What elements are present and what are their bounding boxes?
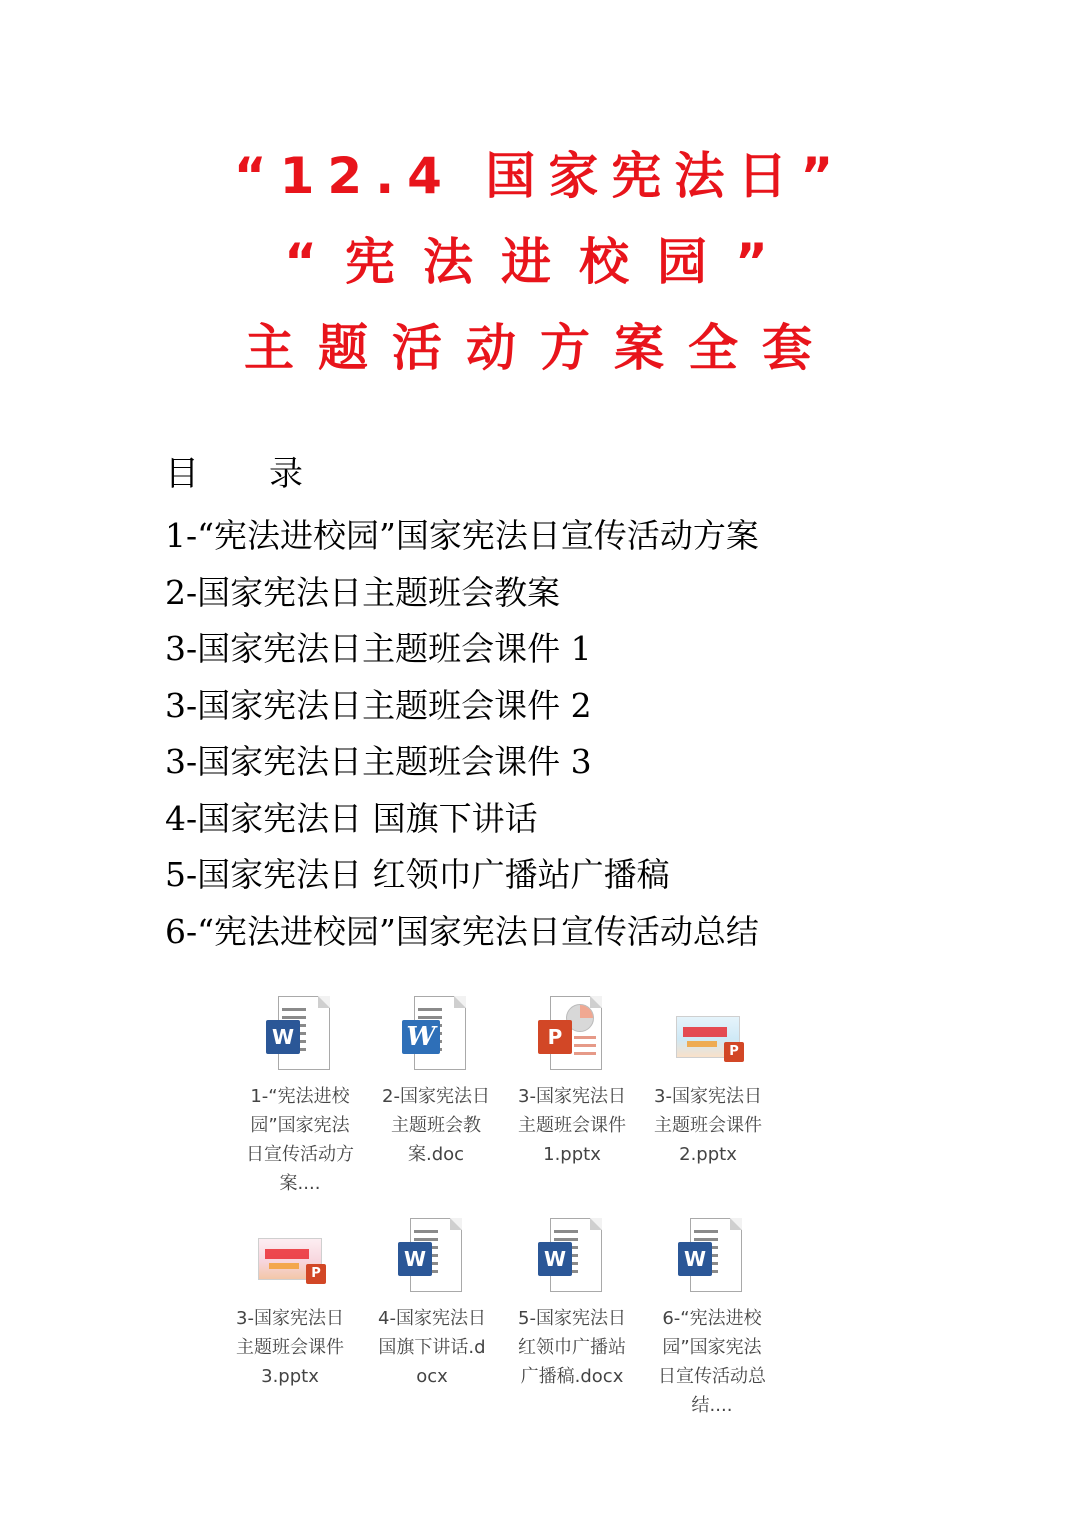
file-explorer-panel — [224, 980, 796, 1430]
word-icon: W — [392, 1212, 472, 1298]
toc-item: 5-国家宪法日 红领巾广播站广播稿 — [165, 855, 670, 894]
toc-heading — [165, 452, 303, 496]
toc-item: 3-国家宪法日主题班会课件 1 — [165, 629, 592, 668]
file-name: 3-国家宪法日主题班会课件2.pptx — [654, 1086, 762, 1165]
file-item-3[interactable] — [512, 990, 632, 1169]
title-line-3: 主题活动方案全套 — [244, 319, 836, 377]
file-item-6[interactable] — [372, 1212, 492, 1391]
file-name: 6-“宪法进校园”国家宪法日宣传活动总结.... — [658, 1308, 766, 1416]
file-item-5[interactable] — [230, 1212, 350, 1391]
powerpoint-icon: P — [532, 990, 612, 1076]
toc-item: 1-“宪法进校园”国家宪法日宣传活动方案 — [165, 516, 759, 555]
word-legacy-icon: W — [396, 990, 476, 1076]
toc-item: 2-国家宪法日主题班会教案 — [165, 572, 561, 612]
powerpoint-thumbnail-icon: P — [250, 1212, 330, 1298]
word-icon: W — [260, 990, 340, 1076]
title-line-2: “宪法进校园” — [284, 233, 796, 291]
toc-item: 4-国家宪法日 国旗下讲话 — [165, 798, 538, 838]
toc-list — [165, 508, 759, 960]
word-icon: W — [532, 1212, 612, 1298]
word-icon: W — [672, 1212, 752, 1298]
toc-item: 6-“宪法进校园”国家宪法日宣传活动总结 — [165, 911, 759, 951]
file-item-1[interactable] — [240, 990, 360, 1198]
file-item-2[interactable] — [376, 990, 496, 1169]
file-name: 3-国家宪法日主题班会课件1.pptx — [518, 1086, 626, 1165]
file-name: 5-国家宪法日 红领巾广播站广播稿.docx — [518, 1308, 626, 1387]
toc-heading-left: 目 — [165, 454, 199, 494]
title-line-1: “12.4 国家宪法日” — [233, 147, 847, 205]
toc-item: 3-国家宪法日主题班会课件 2 — [165, 685, 592, 725]
file-item-8[interactable] — [652, 1212, 772, 1420]
toc-item: 3-国家宪法日主题班会课件 3 — [165, 742, 592, 781]
file-item-4[interactable] — [648, 990, 768, 1169]
file-name: 1-“宪法进校园”国家宪法日宣传活动方案.... — [246, 1086, 354, 1194]
toc-heading-right: 录 — [269, 454, 303, 494]
file-name: 4-国家宪法日 国旗下讲话.docx — [378, 1308, 486, 1387]
file-item-7[interactable] — [512, 1212, 632, 1391]
file-name: 3-国家宪法日主题班会课件3.pptx — [236, 1308, 344, 1387]
file-name: 2-国家宪法日主题班会教案.doc — [382, 1086, 490, 1165]
powerpoint-thumbnail-icon: P — [668, 990, 748, 1076]
